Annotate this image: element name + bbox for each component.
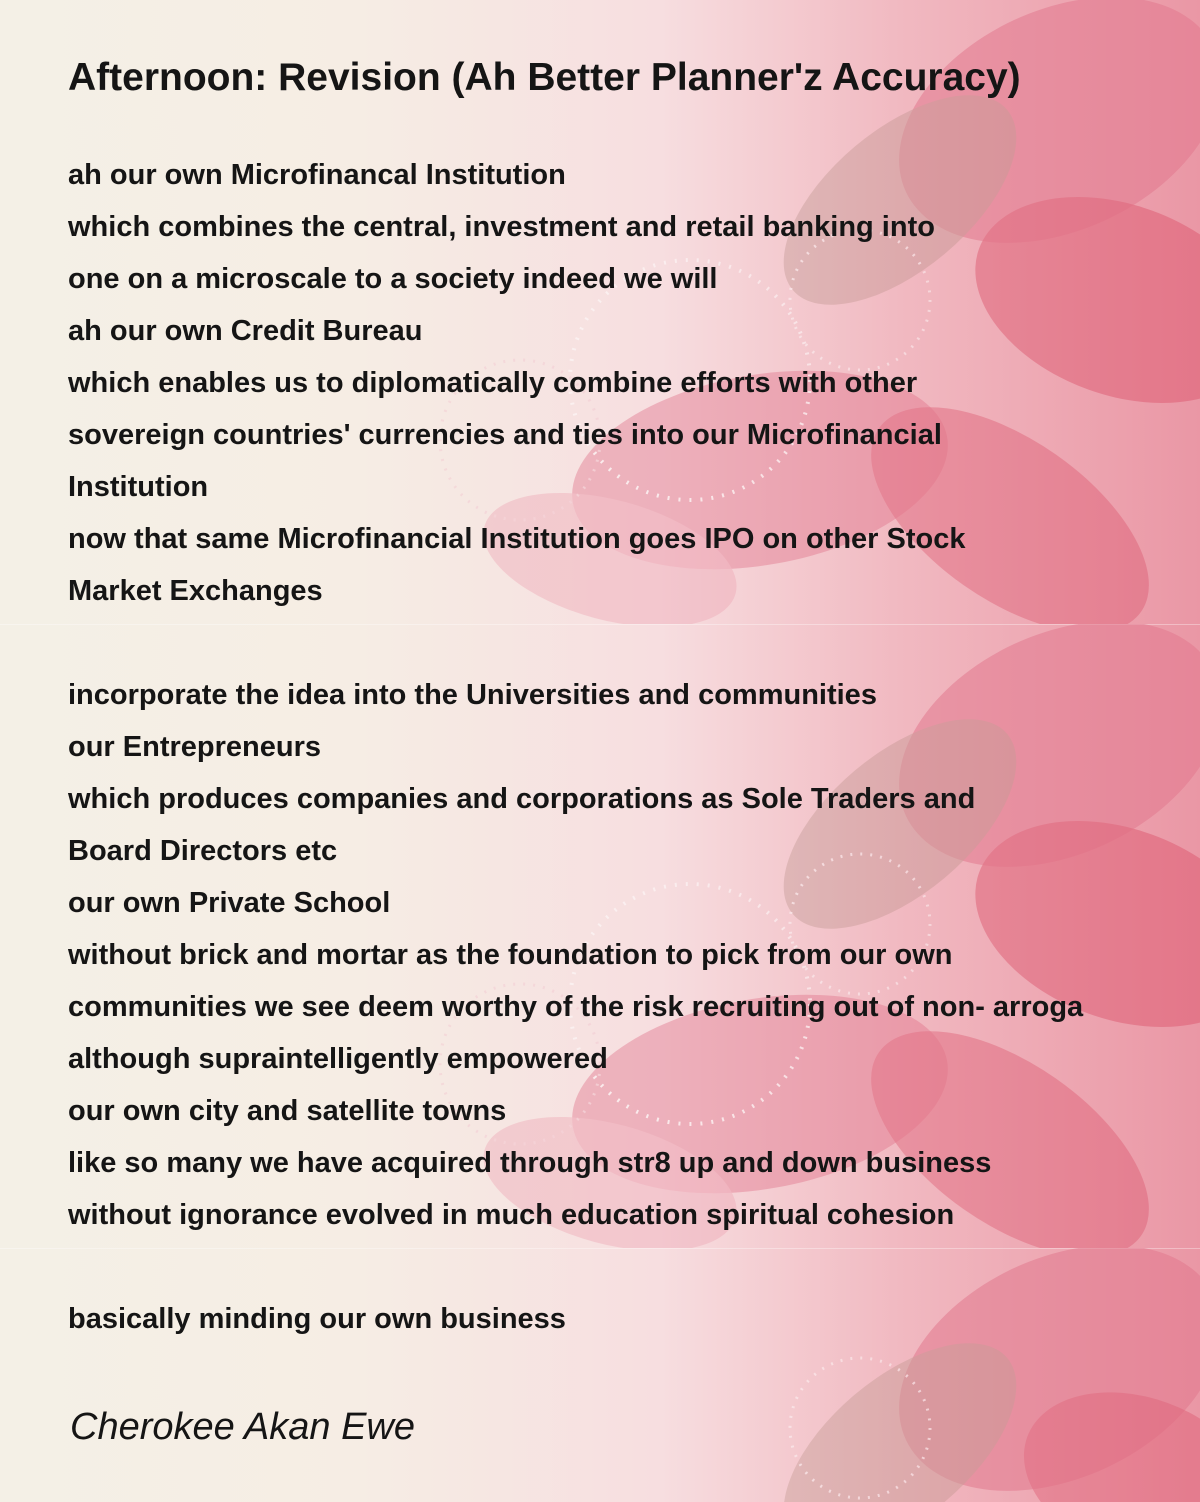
poem-title: Afternoon: Revision (Ah Better Planner'z Accuracy) [68, 56, 1021, 99]
poem-line: our own city and satellite towns [68, 1095, 507, 1127]
poem-line: our Entrepreneurs [68, 731, 321, 763]
poem-line: Board Directors etc [68, 835, 338, 867]
poem-line: without ignorance evolved in much education spiritual cohesion [68, 1199, 955, 1231]
poem-line: ah our own Credit Bureau [68, 315, 423, 347]
poem-line: although supraintelligently empowered [68, 1043, 608, 1075]
stanza-1 [68, 149, 966, 617]
poem [68, 0, 1200, 1502]
poem-line: communities we see deem worthy of the risk recruiting out of non- arroga [68, 991, 1084, 1023]
poem-author: Cherokee Akan Ewe [70, 1406, 416, 1448]
poem-line: which enables us to diplomatically combine efforts with other [68, 367, 918, 399]
poem-line: Market Exchanges [68, 575, 323, 607]
poem-line: incorporate the idea into the Universities and communities [68, 679, 877, 711]
poem-line: which combines the central, investment and retail banking into [68, 211, 935, 243]
poem-line: without brick and mortar as the foundation to pick from our own [68, 939, 953, 971]
poem-line: basically minding our own business [68, 1303, 566, 1335]
poem-line: which produces companies and corporations as Sole Traders and [68, 783, 976, 815]
poem-line: Institution [68, 471, 209, 503]
stanza-2 [68, 669, 1083, 1241]
stanza-3 [68, 1293, 566, 1345]
poem-line: one on a microscale to a society indeed we will [68, 263, 718, 295]
poem-line: our own Private School [68, 887, 391, 919]
poem-line: now that same Microfinancial Institution goes IPO on other Stock [68, 523, 966, 555]
poem-line: ah our own Microfinancal Institution [68, 159, 566, 191]
poem-line: sovereign countries' currencies and ties into our Microfinancial [68, 419, 942, 451]
poem-line: like so many we have acquired through str8 up and down business [68, 1147, 992, 1179]
